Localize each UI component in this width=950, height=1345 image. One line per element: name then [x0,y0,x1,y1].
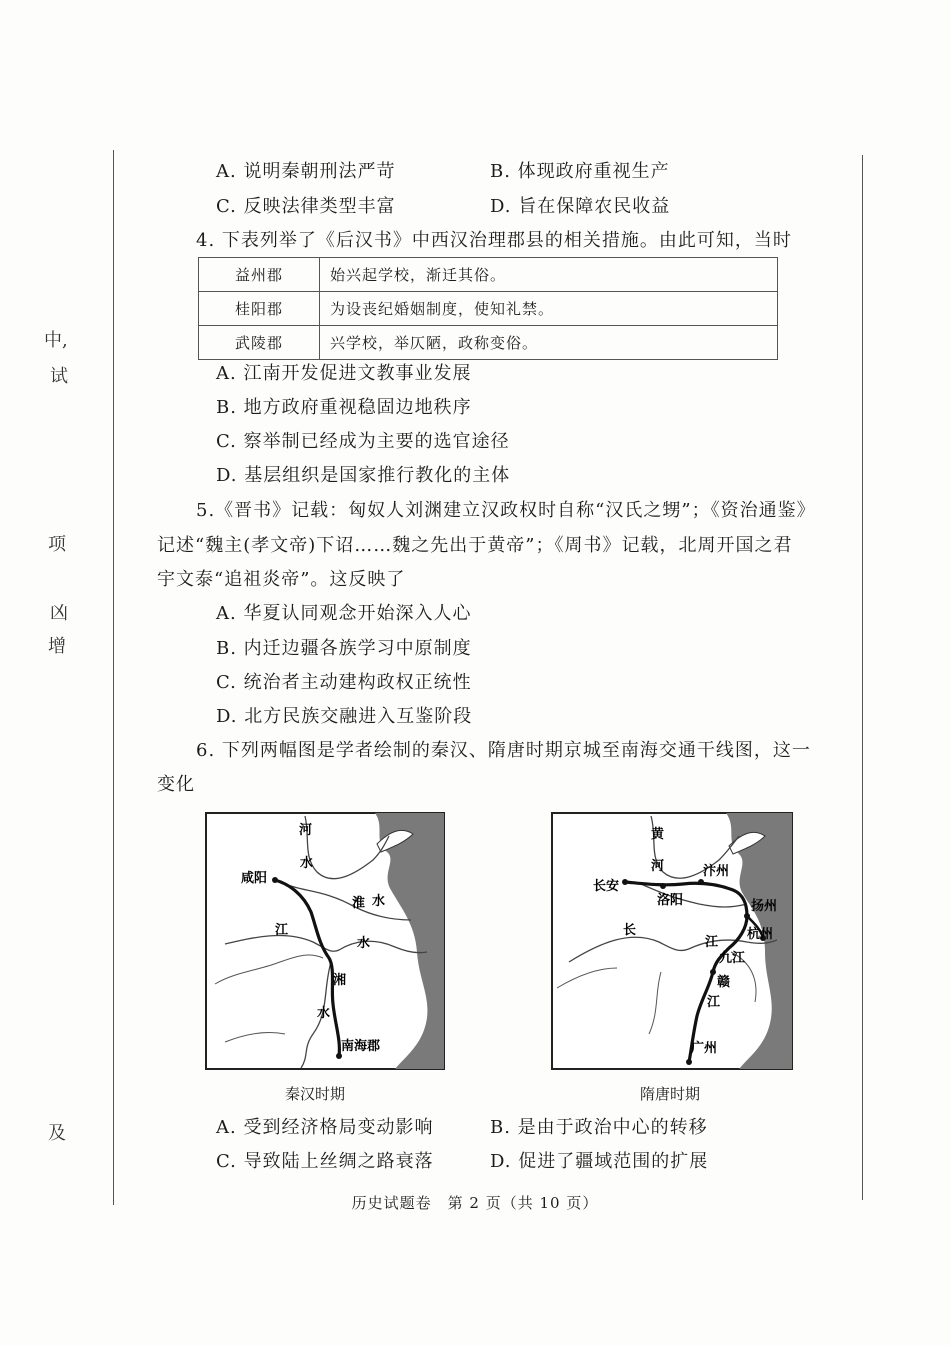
table-cell-region: 益州郡 [199,258,320,292]
map1-label-nanhai: 南海郡 [341,1039,381,1054]
q4-stem: 4. 下表列举了《后汉书》中西汉治理郡县的相关措施。由此可知，当时 [196,230,792,251]
q4-option-c[interactable]: C. 察举制已经成为主要的选官途径 [216,431,510,452]
map2-label-jiujiang: 九江 [719,951,746,966]
q4-option-a[interactable]: A. 江南开发促进文教事业发展 [216,363,472,384]
margin-fragment: 增 [48,636,66,657]
table-cell-measure: 始兴起学校，渐迁其俗。 [320,258,778,292]
map1-label-shui: 水 [372,894,386,909]
map2-label-jiang: 江 [705,935,719,950]
map2-label-changan: 长安 [593,879,620,894]
table-row [199,326,778,360]
map1-label-xianyang: 咸阳 [241,871,268,886]
q3-option-c[interactable]: C. 反映法律类型丰富 [216,196,396,217]
map2-label-jiang: 江 [707,995,721,1010]
table-cell-region: 桂阳郡 [199,292,320,326]
q5-stem-line2: 记述“魏主(孝文帝)下诏……魏之先出于黄帝”；《周书》记载，北周开国之君 [157,535,793,556]
map2-label-gan: 赣 [717,975,731,990]
table-row [199,292,778,326]
map1-label-shui: 水 [300,856,314,871]
q4-option-b[interactable]: B. 地方政府重视稳固边地秩序 [216,397,472,418]
q6-stem-line1: 6. 下列两幅图是学者绘制的秦汉、隋唐时期京城至南海交通干线图，这一 [196,740,811,761]
qin-han-route-map [205,812,445,1070]
q4-table [198,257,778,360]
page-footer: 历史试题卷 第 2 页（共 10 页） [351,1194,599,1212]
right-margin-line [862,155,863,1200]
q5-stem-line1: 5.《晋书》记载：匈奴人刘渊建立汉政权时自称“汉氏之甥”；《资治通鉴》 [196,500,816,521]
map1-caption: 秦汉时期 [285,1085,346,1103]
map2-label-hangzhou: 杭州 [747,927,774,942]
q6-stem-line2: 变化 [157,774,195,795]
q6-option-b[interactable]: B. 是由于政治中心的转移 [490,1117,708,1138]
q5-option-a[interactable]: A. 华夏认同观念开始深入人心 [216,603,472,624]
margin-fragment: 及 [48,1123,66,1144]
map2-label-yangzhou: 扬州 [751,899,778,914]
q5-stem-line3: 宇文泰“追祖炎帝”。这反映了 [157,569,406,590]
map2-caption: 隋唐时期 [640,1085,701,1103]
q3-option-b[interactable]: B. 体现政府重视生产 [490,161,670,182]
map2-label-guangzhou: 广州 [691,1041,718,1056]
q3-option-a[interactable]: A. 说明秦朝刑法严苛 [216,161,396,182]
map1-label-he: 河 [299,823,313,838]
table-row [199,258,778,292]
margin-fragment: 试 [50,366,68,387]
sui-tang-route-map [551,812,793,1070]
margin-fragment: 项 [48,534,66,555]
map2-label-chang: 长 [623,923,637,938]
map1-label-huai: 淮 [352,896,366,911]
map1-label-shui: 水 [317,1006,331,1021]
q6-option-a[interactable]: A. 受到经济格局变动影响 [216,1117,434,1138]
q4-option-d[interactable]: D. 基层组织是国家推行教化的主体 [216,465,511,486]
margin-fragment: 凶 [50,603,68,624]
left-margin-line [113,150,114,1205]
map2-label-huang: 黄 [651,827,665,842]
margin-fragment: 中, [44,330,68,351]
q6-option-c[interactable]: C. 导致陆上丝绸之路衰落 [216,1151,434,1172]
q3-option-d[interactable]: D. 旨在保障农民收益 [490,196,671,217]
table-cell-measure: 为设丧纪婚姻制度，使知礼禁。 [320,292,778,326]
table-cell-region: 武陵郡 [199,326,320,360]
q5-option-b[interactable]: B. 内迁边疆各族学习中原制度 [216,638,472,659]
map1-label-jiang: 江 [275,923,289,938]
q5-option-d[interactable]: D. 北方民族交融进入互鉴阶段 [216,706,473,727]
map2-label-he: 河 [651,859,665,874]
q6-option-d[interactable]: D. 促进了疆域范围的扩展 [490,1151,709,1172]
table-cell-measure: 兴学校，举仄陋，政称变俗。 [320,326,778,360]
map2-label-bianzhou: 汴州 [703,864,730,879]
map1-label-shui: 水 [357,936,371,951]
map2-label-luoyang: 洛阳 [657,893,684,908]
q5-option-c[interactable]: C. 统治者主动建构政权正统性 [216,672,472,693]
map1-label-xiang: 湘 [333,973,347,988]
